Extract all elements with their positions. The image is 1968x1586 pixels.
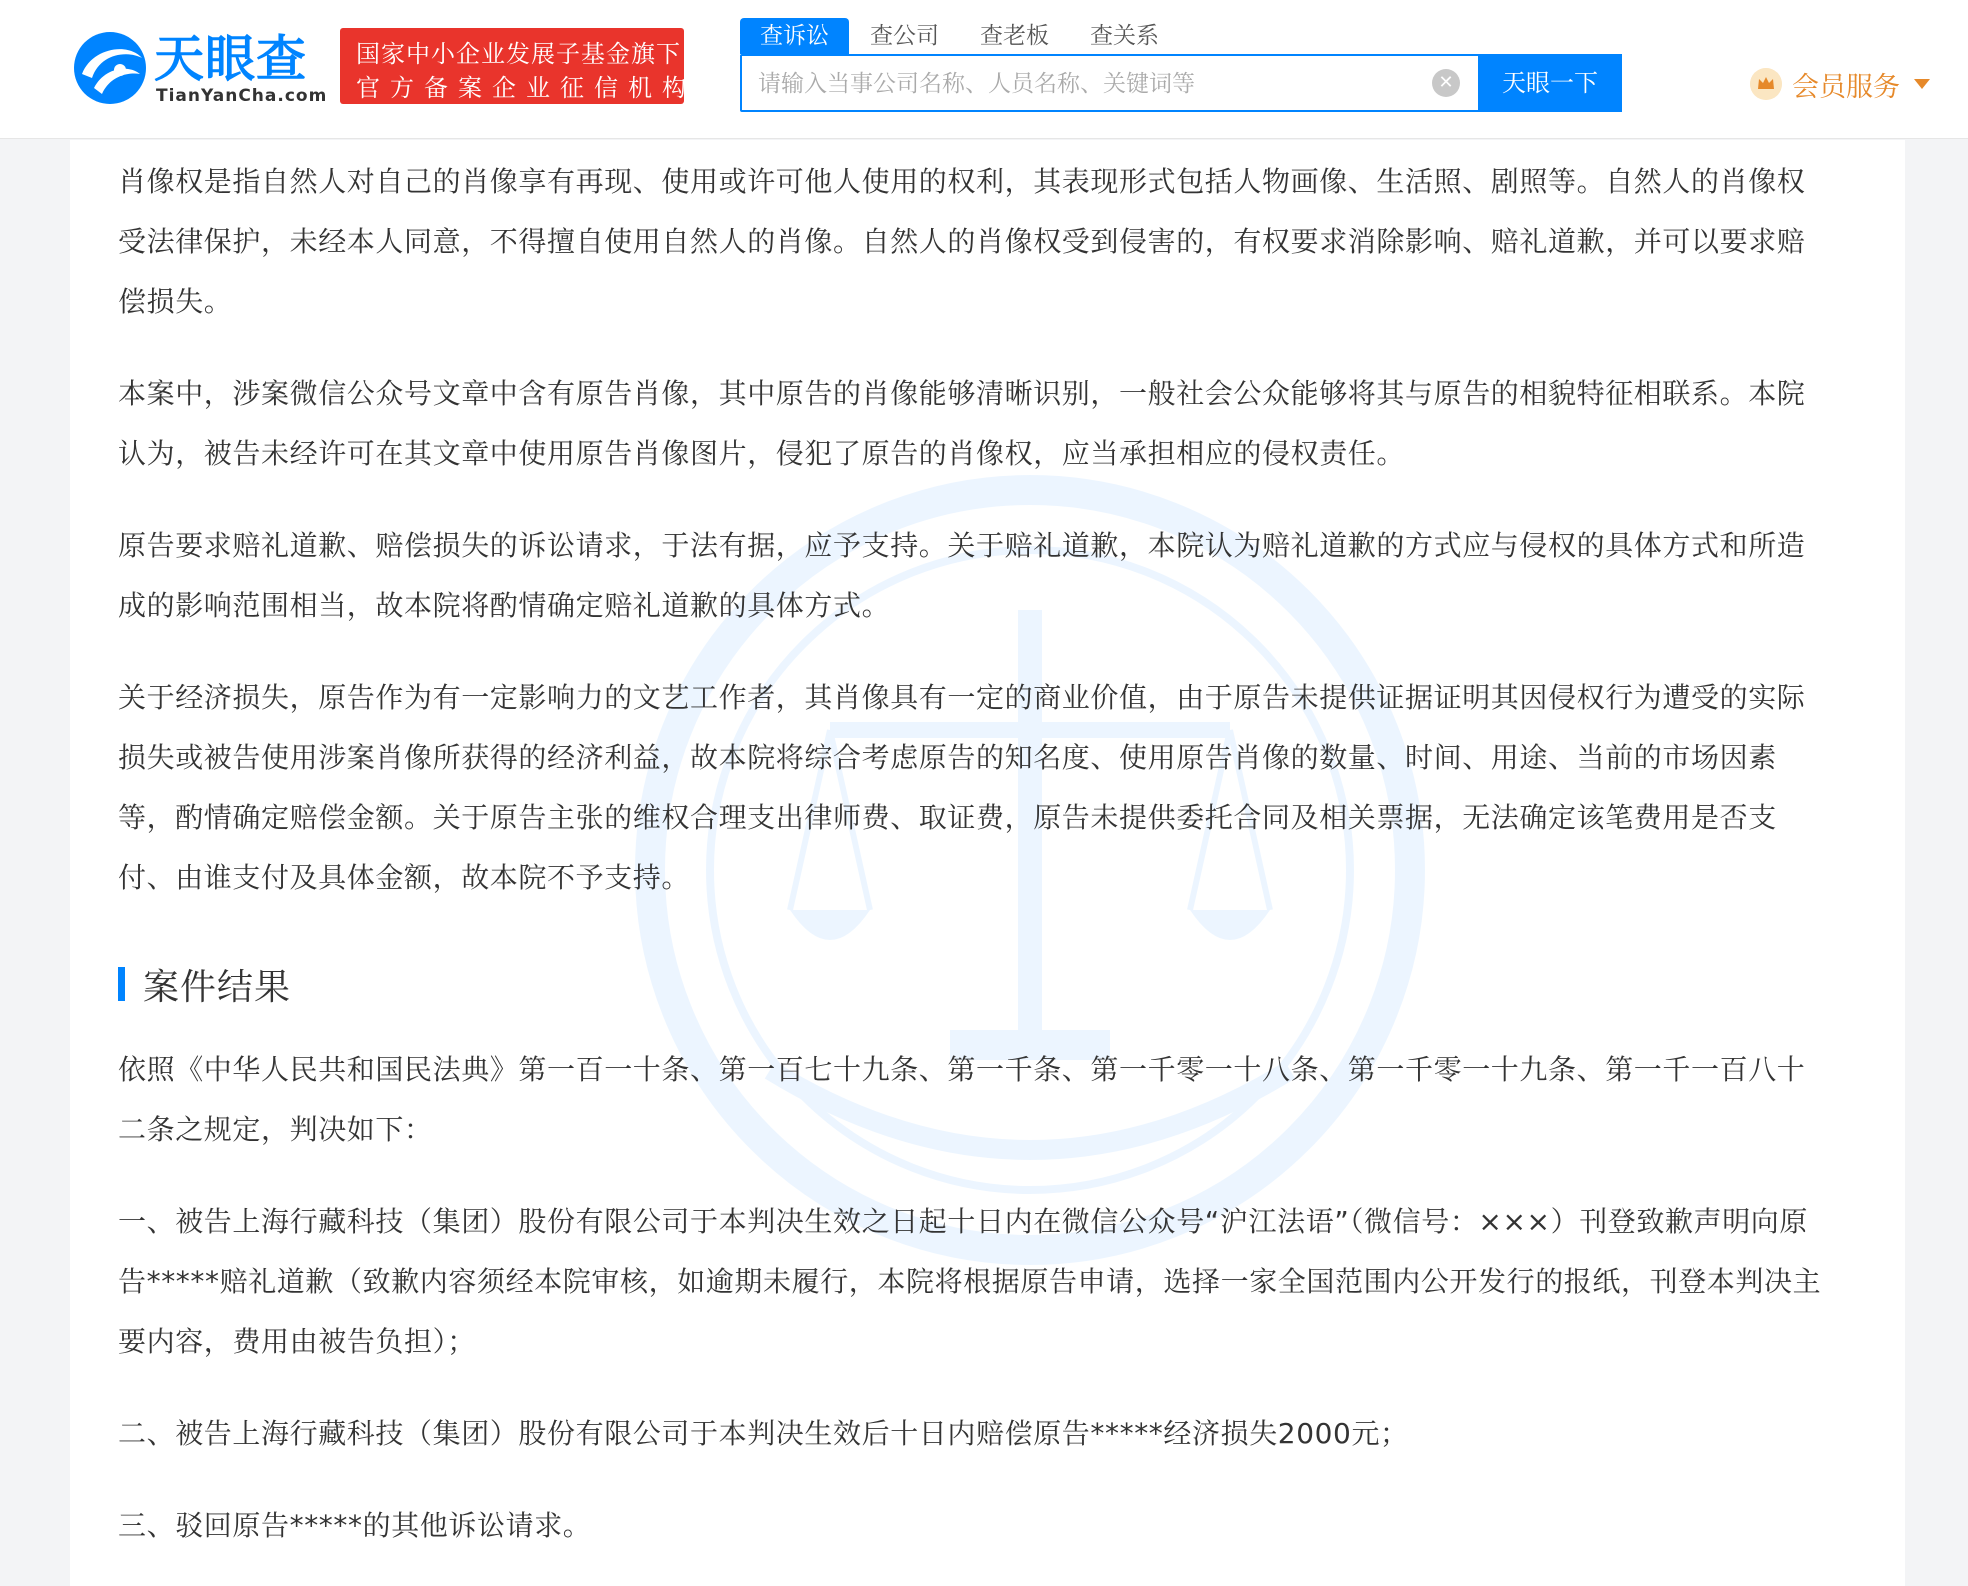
text-line: 二条之规定，判决如下： bbox=[118, 1113, 433, 1146]
clear-icon[interactable]: ✕ bbox=[1432, 69, 1460, 97]
section-title-text: 案件结果 bbox=[143, 966, 292, 1008]
paragraph-case-finding bbox=[118, 364, 1898, 484]
search-box bbox=[740, 54, 1620, 112]
text-line: 等，酌情确定赔偿金额。关于原告主张的维权合理支出律师费、取证费，原告未提供委托合同及相关票据，无法确定该笔费用是否支 bbox=[118, 801, 1777, 834]
text-line: 偿损失。 bbox=[118, 285, 233, 318]
text-line: 三、驳回原告*****的其他诉讼请求。 bbox=[118, 1509, 592, 1542]
paragraph-apology bbox=[118, 516, 1898, 636]
credit-agency-badge bbox=[340, 28, 696, 104]
tab-boss[interactable]: 查老板 bbox=[980, 23, 1049, 49]
judgment-item-3 bbox=[118, 1496, 1898, 1556]
member-service-label: 会员服务 bbox=[1792, 71, 1900, 103]
badge-line-1: 国家中小企业发展子基金旗下 bbox=[356, 40, 681, 68]
text-line: 告*****赔礼道歉（致歉内容须经本院审核，如逾期未履行，本院将根据原告申请，选择一家全国范围内公开发行的报纸，刊登本判决主 bbox=[118, 1265, 1822, 1298]
logo-text: 天眼查 bbox=[154, 30, 307, 88]
chevron-down-icon bbox=[1914, 79, 1930, 89]
paragraph-economic-loss bbox=[118, 668, 1898, 908]
tianyancha-logo[interactable] bbox=[70, 28, 330, 108]
text-line: 受法律保护，未经本人同意，不得擅自使用自然人的肖像。自然人的肖像权受到侵害的，有权要求消除影响、赔礼道歉，并可以要求赔 bbox=[118, 225, 1806, 258]
section-title-case-result bbox=[118, 960, 291, 1008]
text-line: 要内容，费用由被告负担）； bbox=[118, 1325, 476, 1358]
badge-line-2: 官方备案企业征信机构 bbox=[356, 74, 696, 102]
search-button[interactable]: 天眼一下 bbox=[1478, 54, 1622, 112]
judgment-item-1 bbox=[118, 1192, 1898, 1372]
crown-icon bbox=[1750, 68, 1782, 100]
text-line: 肖像权是指自然人对自己的肖像享有再现、使用或许可他人使用的权利，其表现形式包括人物画像、生活照、剧照等。自然人的肖像权 bbox=[118, 165, 1806, 198]
judgment-item-2 bbox=[118, 1404, 1898, 1464]
text-line: 依照《中华人民共和国民法典》第一百一十条、第一百七十九条、第一千条、第一千零一十八条、第一千零一十九条、第一千一百八十 bbox=[118, 1053, 1806, 1086]
paragraph-legal-basis bbox=[118, 1040, 1898, 1160]
text-line: 本案中，涉案微信公众号文章中含有原告肖像，其中原告的肖像能够清晰识别，一般社会公众能够将其与原告的相貌特征相联系。本院 bbox=[118, 377, 1806, 410]
text-line: 付、由谁支付及具体金额，故本院不予支持。 bbox=[118, 861, 691, 894]
member-service-menu[interactable] bbox=[1750, 64, 1930, 104]
tab-lawsuit[interactable]: 查诉讼 bbox=[740, 18, 849, 54]
search-input[interactable] bbox=[756, 64, 1460, 104]
text-line: 二、被告上海行藏科技（集团）股份有限公司于本判决生效后十日内赔偿原告*****经济损失2000元； bbox=[118, 1417, 1409, 1450]
logo-eye-icon bbox=[70, 28, 150, 108]
section-accent-bar bbox=[118, 967, 125, 1001]
text-line: 原告要求赔礼道歉、赔偿损失的诉讼请求，于法有据，应予支持。关于赔礼道歉，本院认为赔礼道歉的方式应与侵权的具体方式和所造 bbox=[118, 529, 1806, 562]
text-line: 认为，被告未经许可在其文章中使用原告肖像图片，侵犯了原告的肖像权，应当承担相应的侵权责任。 bbox=[118, 437, 1406, 470]
text-line: 损失或被告使用涉案肖像所获得的经济利益，故本院将综合考虑原告的知名度、使用原告肖像的数量、时间、用途、当前的市场因素 bbox=[118, 741, 1777, 774]
judgment-content bbox=[70, 140, 1905, 1586]
logo-domain: TianYanCha.com bbox=[156, 86, 328, 106]
text-line: 一、被告上海行藏科技（集团）股份有限公司于本判决生效之日起十日内在微信公众号“沪江法语”（微信号：×××）刊登致歉声明向原 bbox=[118, 1205, 1809, 1238]
tab-relation[interactable]: 查关系 bbox=[1090, 23, 1159, 49]
paragraph-portrait-right bbox=[118, 152, 1898, 332]
text-line: 关于经济损失，原告作为有一定影响力的文艺工作者，其肖像具有一定的商业价值，由于原告未提供证据证明其因侵权行为遭受的实际 bbox=[118, 681, 1806, 714]
text-line: 成的影响范围相当，故本院将酌情确定赔礼道歉的具体方式。 bbox=[118, 589, 891, 622]
top-header bbox=[0, 0, 1968, 139]
tab-company[interactable]: 查公司 bbox=[870, 23, 939, 49]
